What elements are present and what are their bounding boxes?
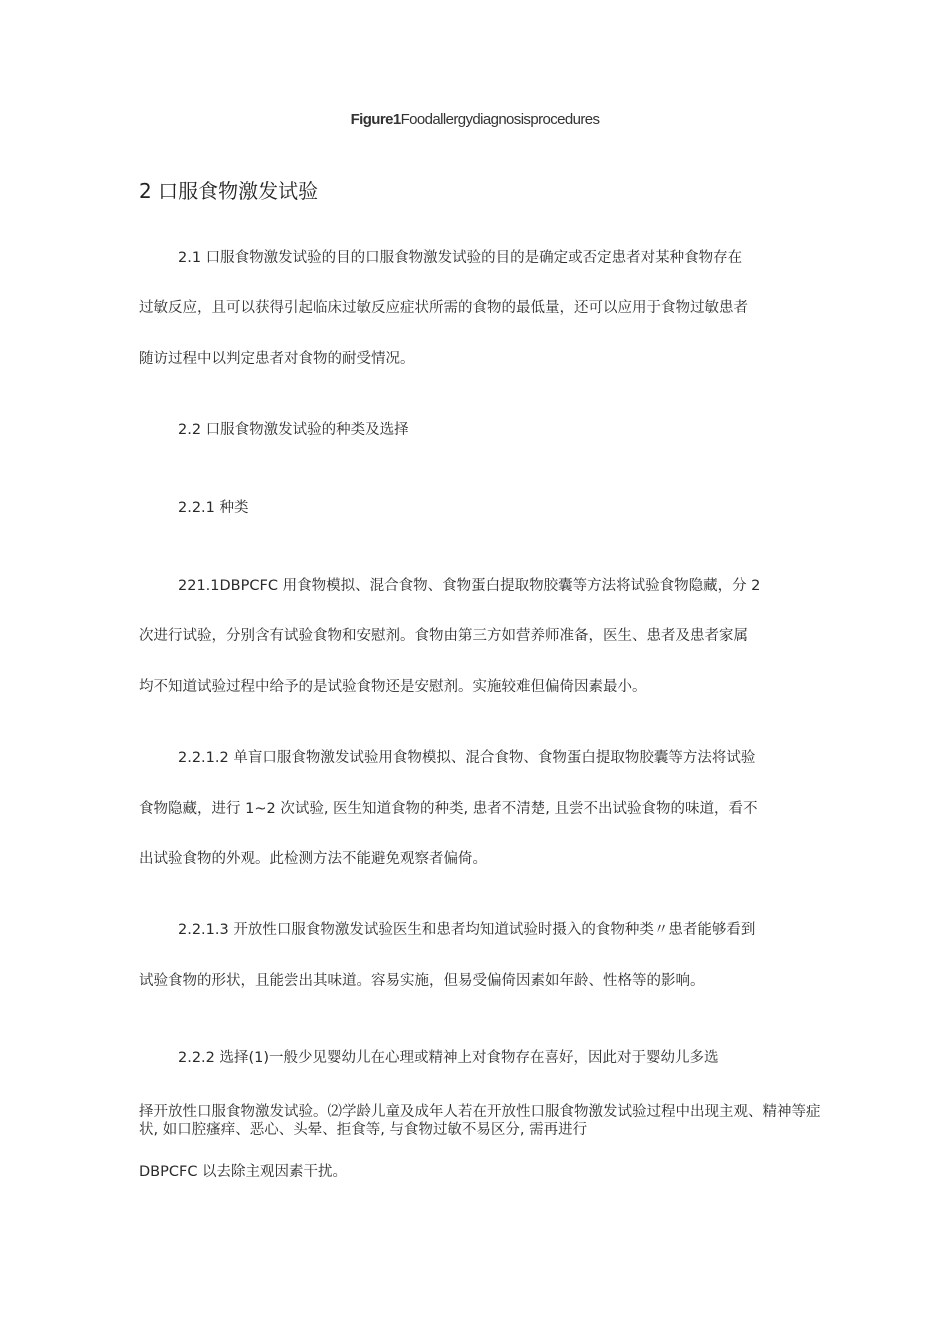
paragraph-2-2-1-2-line-1: 2.2.1.2 单盲口服食物激发试验用食物模拟、混合食物、食物蛋白提取物胶囊等方法将试验 — [178, 750, 756, 766]
paragraph-2-2-1-3-line-1: 2.2.1.3 开放性口服食物激发试验医生和患者均知道试验时摄入的食物种类〃患者能够看到 — [178, 922, 756, 938]
figure-caption — [0, 111, 950, 128]
paragraph-2-2-1-1-line-1: 221.1DBPCFC 用食物模拟、混合食物、食物蛋白提取物胶囊等方法将试验食物隐藏，分 2 — [178, 578, 761, 594]
paragraph-2-2-1-3-line-2: 试验食物的形状，且能尝出其味道。容易实施，但易受偏倚因素如年龄、性格等的影响。 — [139, 973, 705, 989]
paragraph-2-2-1-heading: 2.2.1 种类 — [178, 500, 249, 516]
paragraph-2-2-2-line-1: 2.2.2 选择(1)一般少见婴幼儿在心理或精神上对食物存在喜好，因此对于婴幼儿多选 — [178, 1050, 719, 1066]
paragraph-2-2-2-line-3: DBPCFC 以去除主观因素干扰。 — [139, 1164, 348, 1180]
figure-caption-text: Foodallergydiagnosisprocedures — [400, 111, 600, 128]
paragraph-2-2-1-1-line-2: 次进行试验，分别含有试验食物和安慰剂。食物由第三方如营养师准备，医生、患者及患者家属 — [139, 628, 748, 644]
paragraph-2-1-line-2: 过敏反应，且可以获得引起临床过敏反应症状所需的食物的最低量，还可以应用于食物过敏患者 — [139, 300, 748, 316]
paragraph-2-2-1-1-line-3: 均不知道试验过程中给予的是试验食物还是安慰剂。实施较难但偏倚因素最小。 — [139, 679, 647, 695]
section-heading: 2 口服食物激发试验 — [139, 179, 319, 203]
paragraph-2-2-heading: 2.2 口服食物激发试验的种类及选择 — [178, 422, 409, 438]
figure-label: Figure1 — [350, 111, 401, 128]
paragraph-2-2-1-2-line-3: 出试验食物的外观。此检测方法不能避免观察者偏倚。 — [139, 851, 487, 867]
paragraph-2-2-2-line-2: 择开放性口服食物激发试验。⑵学龄儿童及成年人若在开放性口服食物激发试验过程中出现主观、精神等症状, 如口腔瘙痒、恶心、头晕、拒食等, 与食物过敏不易区分, 需再进行 — [139, 1104, 821, 1138]
paragraph-2-1-line-3: 随访过程中以判定患者对食物的耐受情况。 — [139, 351, 415, 367]
paragraph-2-1-line-1: 2.1 口服食物激发试验的目的口服食物激发试验的目的是确定或否定患者对某种食物存在 — [178, 250, 743, 266]
paragraph-2-2-1-2-line-2: 食物隐藏，进行 1~2 次试验, 医生知道食物的种类, 患者不清楚, 且尝不出试验食物的味道，看不 — [139, 801, 758, 817]
